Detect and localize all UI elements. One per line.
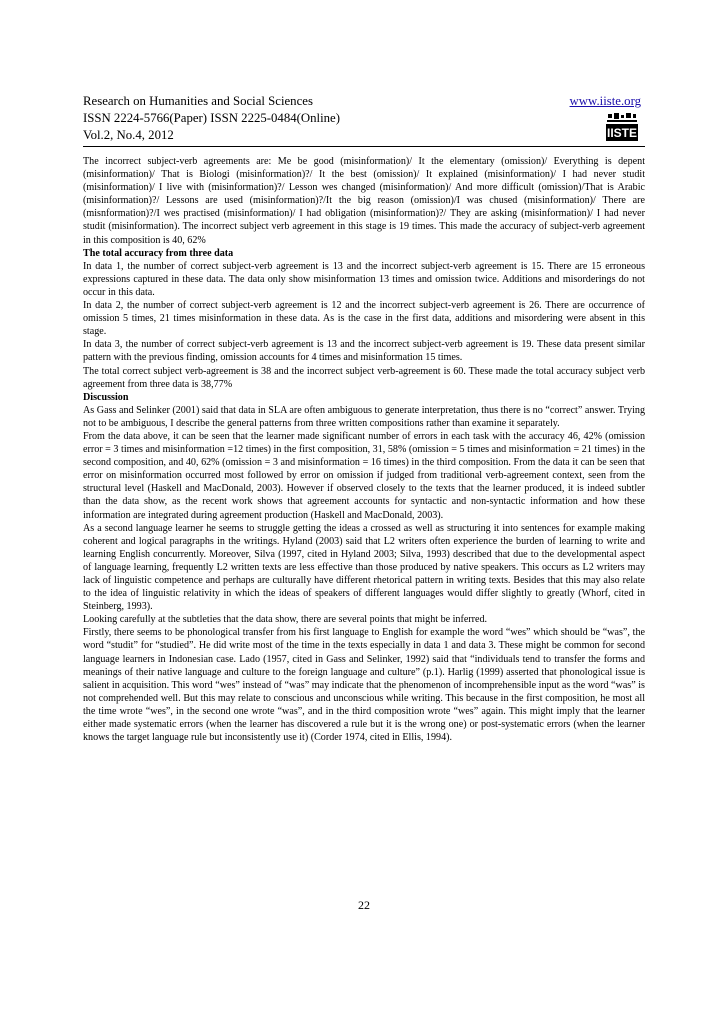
paragraph: As Gass and Selinker (2001) said that data in SLA are often ambiguous to generate interpretation, thus there is no “correct” answer. Trying not to be ambiguous, I describe the general patterns from three written compositions rather than examine it separately. (83, 404, 645, 429)
paragraph: As a second language learner he seems to struggle getting the ideas a crossed as well as structuring it into sentences for example making coherent and logical paragraphs in the writings. Hyland (2003) said that L2 writers often experience the burden of learning to write and learning English concurrently. Moreover, Silva (1997, cited in Hyland 2003; Silva, 1993) described that due to the developmental aspect of language learning, frequently L2 written texts are less effective than those produced by native speakers. This occurs as L2 writers may lack of linguistic competence and perhaps are culturally have different rhetorical pattern in writing texts. Besides that this may also relate to the idea of linguistic relativity in which the ideas of speakers of different languages would differ slightly to greatly (Whorf, cited in Steinberg, 1993). (83, 522, 645, 613)
journal-url-link[interactable]: www.iiste.org (569, 94, 641, 108)
paragraph: Firstly, there seems to be phonological transfer from his first language to English for example the word “wes” which should be “was”, the word “studit” for “studied”. He did write most of the time in the texts especially in data 1 and data 3. These might be common for second language learners in Indonesian case. Lado (1957, cited in Gass and Selinker, 1992) said that “individuals tend to transfer the forms and meanings of their native language and culture to the foreign language and culture” (p.1). Harlig (1999) asserted that phonological issue is salient in acquisition. This word “wes” instead of “was” may indicate that the phenomenon of incomprehensible input as the word “was” is not comprehended well. But this may relate to conscious and unconscious while writing. This because in the first composition, he most all the time wrote “wes”, in the second one wrote “was”, and in the third composition wrote “wes” again. This might imply that the learner either made systematic errors (when the learner has discovered a rule but it is the wrong one) or post-systematic errors (when the learner knows the target language rule but inconsistently use it) (Corder 1974, cited in Ellis, 1994). (83, 627, 645, 744)
paragraph: In data 2, the number of correct subject-verb agreement is 12 and the incorrect subject-verb agreement is 26. There are occurrence of omission 5 times, 21 times misinformation in these data. As is the case in the first data, additions and misordering were absent in this stage. (83, 300, 645, 338)
paragraph: In data 3, the number of correct subject-verb agreement is 13 and the incorrect subject-verb agreement is 19. These data present similar pattern with the previous finding, omission accounts for 4 times and misinformation 15 times. (83, 339, 645, 364)
journal-header (83, 93, 645, 147)
page-number: 22 (358, 898, 370, 912)
paragraph: In data 1, the number of correct subject-verb agreement is 13 and the incorrect subject-verb agreement is 15. There are 15 erroneous expressions captured in these data. The data only show misinformation 13 times and omission twice. Additions and misorderings do not occur in this data. (83, 260, 645, 298)
iiste-logo (605, 112, 639, 142)
section-heading: The total accuracy from three data (83, 247, 234, 259)
paragraph: From the data above, it can be seen that the learner made significant number of errors in each task with the accuracy 46, 42% (omission error = 3 times and misinformation =12 times) in the first composition, 31, 58% (omission = 5 times and misinformation = 21 times) in the second composition, and 40, 62% (omission = 3 and misinformation = 16 times) in the third composition. From the data it can be seen that error on misinformation occurred most followed by error on omission if judged from traditional verb-agreement context, seen from the structural level (Haskell and MacDonald, 2003). However if observed closely to the texts that the learner produced, it is indeed subtler than the data show, as the recent work shows that agreement accounts for syntactic and non-syntactic information and how these information are integrated during agreement production (Haskell and MacDonald, 2003). (83, 430, 645, 521)
article-body (83, 155, 645, 744)
paragraph: Looking carefully at the subtleties that the data show, there are several points that might be inferred. (83, 614, 488, 626)
page (83, 93, 645, 744)
volume-line: Vol.2, No.4, 2012 (83, 128, 174, 142)
section-heading: Discussion (83, 391, 129, 403)
paragraph: The incorrect subject-verb agreements are: Me be good (misinformation)/ It the elementary (omission)/ Everything is depent (misinformation)/ That is Biologi (misinformation)?/ It the best (omission)/ It explained (misinformation)/ I had never studit (misinformation)/ I live with (misinformation)?/ Lesson wes changed (misinformation)/ And more difficult (omission)/That is Arabic (misinformation)?/ Lessons are used (misinformation)?/It the big reason (omission)/I was chused (misinformation)/ There are (misnformation)?/I wes practised (misinformation)/ I had obligation (misinformation)?/ They are asking (misinformation)/ I had never studit (misinformation). The incorrect subject verb agreement in this stage is 19 times. This made the accuracy of subject-verb agreement in this composition is 40, 62% (83, 156, 645, 246)
journal-title: Research on Humanities and Social Sciences (83, 94, 313, 108)
svg-text:IISTE: IISTE (606, 126, 638, 140)
paragraph: The total correct subject verb-agreement is 38 and the incorrect subject verb-agreement is 60. These made the total accuracy subject verb agreement from three data is 38,77% (83, 365, 645, 390)
issn-line: ISSN 2224-5766(Paper) ISSN 2225-0484(Online) (83, 111, 340, 125)
